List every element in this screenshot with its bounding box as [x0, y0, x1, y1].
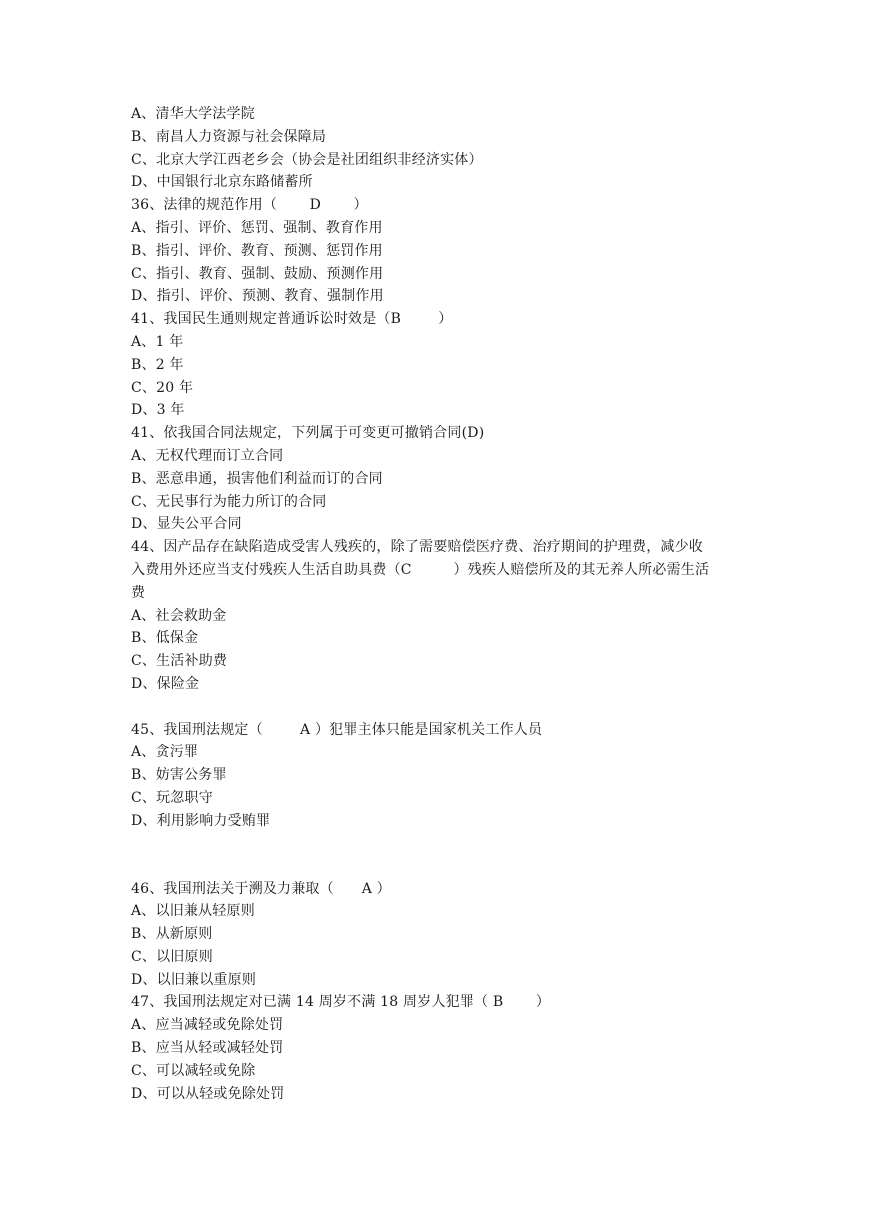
option-c: C、无民事行为能力所订的合同 [131, 493, 327, 510]
option-c: C、生活补助费 [131, 653, 228, 670]
option-d: D、显失公平合同 [131, 516, 242, 533]
option-d: D、指引、评价、预测、教育、强制作用 [131, 288, 384, 305]
option-c: C、北京大学江西老乡会（协会是社团组织非经济实体） [131, 151, 483, 168]
question-text-line-1: 44、因产品存在缺陷造成受害人残疾的，除了需要赔偿医疗费、治疗期间的护理费，减少收 [131, 539, 704, 556]
question-46 [131, 878, 751, 992]
option-b: B、恶意串通，损害他们利益而订的合同 [131, 470, 383, 487]
option-d: D、中国银行北京东路储蓄所 [131, 174, 313, 191]
question-36 [131, 194, 751, 308]
option-c: C、玩忽职守 [131, 789, 213, 806]
option-a: A、指引、评价、惩罚、强制、教育作用 [131, 219, 383, 236]
blank-line [131, 696, 751, 719]
option-a: A、贪污罪 [131, 744, 199, 761]
option-a: A、1 年 [131, 333, 184, 350]
option-b: B、南昌人力资源与社会保障局 [131, 128, 327, 145]
question-47 [131, 991, 751, 1105]
option-a: A、以旧兼从轻原则 [131, 903, 255, 920]
option-a: A、无权代理而订立合同 [131, 447, 284, 464]
question-41a [131, 308, 751, 422]
option-b: B、应当从轻或减轻处罚 [131, 1040, 284, 1057]
document-body [131, 103, 751, 1105]
option-d: D、3 年 [131, 402, 185, 419]
question-text: 41、我国民生通则规定普通诉讼时效是（B ） [131, 311, 453, 328]
question-text-line-2: 入费用外还应当支付残疾人生活自助具费（C ）残疾人赔偿所及的其无养人所必需生活 [131, 561, 710, 578]
question-text: 41、依我国合同法规定，下列属于可变更可撤销合同(D) [131, 425, 485, 442]
question-35-options [131, 103, 751, 194]
question-text: 46、我国刑法关于溯及力兼取（ A ） [131, 880, 391, 897]
question-44 [131, 536, 751, 696]
option-d: D、保险金 [131, 675, 200, 692]
question-45 [131, 719, 751, 833]
option-b: B、指引、评价、教育、预测、惩罚作用 [131, 242, 383, 259]
option-a: A、应当减轻或免除处罚 [131, 1017, 284, 1034]
option-c: C、以旧原则 [131, 948, 213, 965]
option-a: A、清华大学法学院 [131, 106, 255, 122]
option-b: B、2 年 [131, 356, 184, 373]
question-41b [131, 422, 751, 536]
option-c: C、指引、教育、强制、鼓励、预测作用 [131, 265, 384, 282]
option-d: D、可以从轻或免除处罚 [131, 1085, 285, 1102]
option-b: B、从新原则 [131, 926, 213, 943]
option-c: C、可以减轻或免除 [131, 1062, 256, 1079]
question-text-line-3: 费 [131, 584, 146, 601]
option-c: C、20 年 [131, 379, 194, 396]
option-b: B、低保金 [131, 630, 199, 647]
option-b: B、妨害公务罪 [131, 767, 227, 784]
question-text: 45、我国刑法规定（ A ）犯罪主体只能是国家机关工作人员 [131, 721, 543, 738]
option-a: A、社会救助金 [131, 607, 227, 624]
option-d: D、以旧兼以重原则 [131, 971, 257, 988]
option-d: D、利用影响力受贿罪 [131, 812, 271, 829]
blank-lines [131, 833, 751, 878]
question-text: 36、法律的规范作用（ D ） [131, 197, 368, 214]
question-text: 47、我国刑法规定对已满 14 周岁不满 18 周岁人犯罪（ B ） [131, 994, 551, 1011]
